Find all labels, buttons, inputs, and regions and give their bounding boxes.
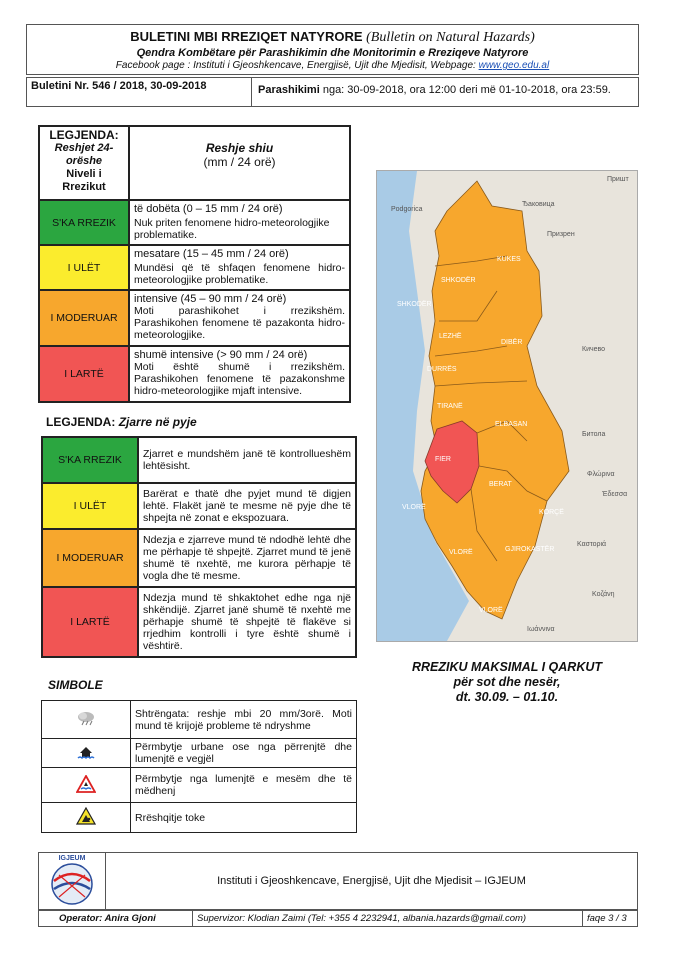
forecast-period bbox=[252, 78, 638, 106]
bulletin-subtitle: Qendra Kombëtare për Parashikimin dhe Monitorimin e Rreziqeve Natyrore bbox=[136, 47, 529, 59]
webpage-link[interactable]: www.geo.edu.al bbox=[478, 60, 550, 71]
map-label-vlore-3: VLORË bbox=[479, 607, 503, 614]
fire-legend-subject: Zjarre në pyje bbox=[118, 415, 197, 429]
map-label-lezhe: LEZHË bbox=[439, 333, 462, 340]
forecast-label: Parashikimi bbox=[258, 84, 320, 96]
facebook-prefix: Facebook page : Instituti i Gjeoshkencave, Energjisë, Ujit dhe Mjedisit, Webpage: bbox=[115, 60, 479, 71]
map-label-pristina: Пришт bbox=[607, 176, 629, 183]
map-label-edessa: Έδεσσα bbox=[602, 491, 628, 498]
landslide-icon bbox=[42, 803, 131, 833]
legend-label: LEGJENDA: bbox=[49, 128, 119, 142]
facebook-line bbox=[27, 60, 638, 71]
fire-desc-low: Barërat e thatë dhe pyjet mund të digjen lehtë. Flakët janë te mesme në pyje dhe të shpejta në zonat e ekspozuara. bbox=[138, 483, 356, 529]
fire-legend-title bbox=[46, 415, 197, 429]
fire-legend-table bbox=[41, 436, 357, 658]
landslide-desc: Rrëshqitje toke bbox=[131, 803, 357, 833]
rain-desc-high bbox=[129, 346, 350, 402]
rain-desc-none bbox=[129, 200, 350, 245]
rain-level-none: S'KA RREZIK bbox=[39, 200, 129, 245]
operator: Operator: Anira Gjoni bbox=[39, 911, 193, 926]
map-label-vlore-1: VLORË bbox=[402, 504, 426, 511]
rain-note-low: Mundësi që të shfaqen fenomene hidro-meteorologjike problematike. bbox=[134, 262, 345, 286]
map-label-kicevo: Кичево bbox=[582, 346, 606, 353]
albania-risk-map bbox=[376, 170, 638, 642]
rain-unit: (mm / 24 orë) bbox=[203, 155, 276, 169]
fire-level-none: S'KA RREZIK bbox=[42, 437, 138, 483]
bulletin-info-row bbox=[26, 77, 639, 107]
risk-level-label: Niveli i Rrezikut bbox=[62, 168, 106, 193]
rain-note-none: Nuk priten fenomene hidro-meteorologjike problematike. bbox=[134, 217, 330, 241]
supervisor: Supervizor: Klodian Zaimi bbox=[197, 913, 306, 924]
map-label-vlore-2: VLORË bbox=[449, 549, 473, 556]
river-flood-desc: Përmbytje nga lumenjtë e mesëm dhe të mëdhenj bbox=[131, 768, 357, 803]
header-box bbox=[26, 24, 639, 75]
map-label-kozani: Κοζάνη bbox=[592, 591, 615, 598]
rain-desc-low bbox=[129, 245, 350, 290]
map-label-shkoder-1: SHKODËR bbox=[441, 277, 476, 284]
fire-legend-label: LEGJENDA: bbox=[46, 415, 116, 429]
rain-level-high: I LARTË bbox=[39, 346, 129, 402]
rain-legend-header-left bbox=[39, 126, 129, 200]
rain-24h-label: Reshjet 24-orëshe bbox=[54, 142, 114, 167]
footer-credits bbox=[38, 910, 638, 927]
map-label-fier: FIER bbox=[435, 456, 451, 463]
urban-flood-icon bbox=[42, 739, 131, 768]
map-label-elbasan: ELBASAN bbox=[495, 421, 528, 428]
page-number: faqe 3 / 3 bbox=[587, 913, 627, 924]
fire-level-moderate: I MODERUAR bbox=[42, 529, 138, 587]
rain-note-high: Moti është shumë i rrezikshëm. Parashikohen fenomene të pazakonshme hidro-meteorologjike mjaft intensive. bbox=[134, 361, 345, 397]
map-label-berat: BERAT bbox=[489, 481, 512, 488]
title-bold: BULETINI MBI RREZIQET NATYRORE bbox=[130, 29, 363, 44]
rain-level-low: I ULËT bbox=[39, 245, 129, 290]
logo-text: IGJEUM bbox=[58, 855, 86, 862]
albania-moderate-risk bbox=[421, 181, 569, 619]
rain-unit-title: Reshje shiu bbox=[205, 141, 274, 155]
map-label-prizren: Призрен bbox=[547, 231, 575, 238]
urban-flood-desc: Përmbytje urbane ose nga përrenjtë dhe lumenjtë e vegjël bbox=[131, 739, 357, 768]
river-flood-icon bbox=[42, 768, 131, 803]
supervisor-contact bbox=[193, 911, 583, 926]
map-label-kastoria: Καστοριά bbox=[577, 541, 607, 548]
rain-level-moderate: I MODERUAR bbox=[39, 290, 129, 346]
bulletin-title bbox=[27, 29, 638, 46]
map-caption-period: për sot dhe nesër, bbox=[453, 675, 561, 689]
map-label-bitola: Битола bbox=[582, 431, 606, 438]
map-caption bbox=[376, 660, 638, 705]
fire-desc-moderate: Ndezja e zjarreve mund të ndodhë lehtë dhe me përhapje të shpejtë. Zjarret mund të jenë shumë të nxehtë, me kurora përhapje të vogla dhe të mesme. bbox=[138, 529, 356, 587]
rain-range-low: mesatare (15 – 45 mm / 24 orë) bbox=[134, 248, 289, 260]
thunderstorm-icon bbox=[42, 701, 131, 739]
map-label-florina: Φλώρινα bbox=[587, 471, 615, 478]
map-label-podgorica: Podgorica bbox=[391, 206, 423, 213]
map-label-kukes: KUKES bbox=[497, 256, 521, 263]
rain-desc-moderate bbox=[129, 290, 350, 346]
institute-name: Instituti i Gjeoshkencave, Energjisë, Ujit dhe Mjedisit – IGJEUM bbox=[217, 875, 526, 887]
rain-note-moderate: Moti parashikohet i rrezikshëm. Parashikohen fenomene të pazakonta hidro-meteorologjike. bbox=[134, 305, 345, 341]
rain-range-none: të dobëta (0 – 15 mm / 24 orë) bbox=[134, 203, 283, 215]
bulletin-number: Buletini Nr. 546 / 2018, 30-09-2018 bbox=[27, 78, 252, 106]
footer-box bbox=[38, 852, 638, 910]
thunderstorm-desc: Shtrëngata: reshje mbi 20 mm/3orë. Moti mund të krijojë probleme të ndryshme bbox=[131, 701, 357, 739]
map-label-durres: DURRËS bbox=[427, 366, 457, 373]
map-caption-dates: dt. 30.09. – 01.10. bbox=[455, 690, 559, 704]
igjeum-logo bbox=[39, 853, 106, 909]
rain-legend-header-right bbox=[129, 126, 350, 200]
symbols-title: SIMBOLE bbox=[48, 678, 103, 692]
map-label-gjirokaster: GJIROKASTËR bbox=[505, 546, 555, 553]
fire-level-low: I ULËT bbox=[42, 483, 138, 529]
map-label-korce: KORÇË bbox=[539, 509, 564, 516]
fire-desc-high: Ndezja mund të shkaktohet edhe nga një shkëndijë. Zjarret janë shumë të nxehtë me përhapje shumë të shpejtë të flakëve si rrjedhim kontrolli i tyre është shumë i vështirë. bbox=[138, 587, 356, 657]
rain-range-high: shumë intensive (> 90 mm / 24 orë) bbox=[134, 349, 308, 361]
rain-range-moderate: intensive (45 – 90 mm / 24 orë) bbox=[134, 293, 287, 305]
map-label-gjakova: Ђаковица bbox=[522, 201, 555, 208]
contact: (Tel: +355 4 2232941, albania.hazards@gmail.com) bbox=[307, 913, 527, 924]
fire-level-high: I LARTË bbox=[42, 587, 138, 657]
symbols-table bbox=[41, 700, 357, 833]
map-label-ioannina: Ιωάννινα bbox=[527, 626, 555, 633]
map-caption-title: RREZIKU MAKSIMAL I QARKUT bbox=[411, 660, 603, 674]
map-label-tirane: TIRANË bbox=[437, 403, 463, 410]
map-label-diber: DIBËR bbox=[501, 339, 523, 346]
fire-desc-none: Zjarret e mundshëm janë të kontrollueshëm lehtësisht. bbox=[138, 437, 356, 483]
title-italic: (Bulletin on Natural Hazards) bbox=[366, 30, 535, 45]
forecast-text: nga: 30-09-2018, ora 12:00 deri më 01-10-2018, ora 23:59. bbox=[322, 84, 611, 96]
rain-legend-table bbox=[38, 125, 351, 403]
map-label-shkoder-2: SHKODËR bbox=[397, 301, 432, 308]
